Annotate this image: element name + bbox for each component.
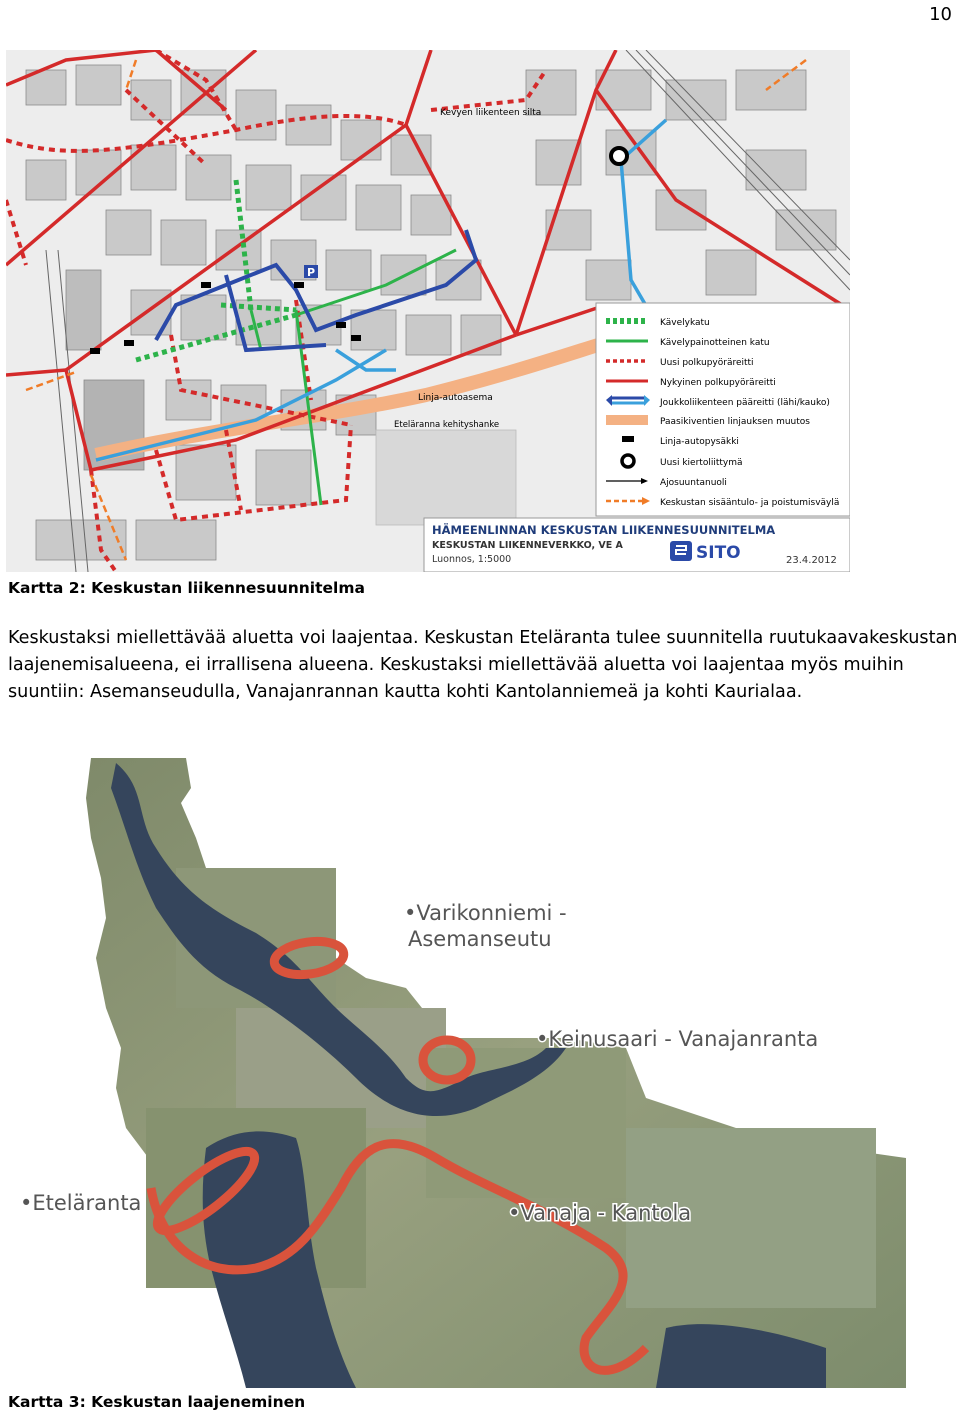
legend-label-pedestrian-priority: Kävelypainotteinen katu <box>660 338 770 348</box>
bus-station-label: Linja-autoasema <box>418 393 493 403</box>
legend-label-existing-cycle-route: Nykyinen polkupyöräreitti <box>660 378 776 388</box>
legend-label-public-transport: Joukkoliikenteen pääreitti (lähi/kauko) <box>660 398 830 408</box>
map2-caption: Kartta 2: Keskustan liikennesuunnitelma <box>8 579 365 597</box>
legend-label-pedestrian-street: Kävelykatu <box>660 318 710 328</box>
label-etelaranta: •Eteläranta <box>20 1191 142 1215</box>
label-varikonniemi: •Varikonniemi - <box>404 901 567 925</box>
map-scale: Luonnos, 1:5000 <box>432 554 512 565</box>
page-number: 10 <box>929 4 952 25</box>
legend-label-paasikiventie: Paasikiventien linjauksen muutos <box>660 417 810 427</box>
map-subtitle: KESKUSTAN LIIKENNEVERKKO, VE A <box>432 540 623 551</box>
label-keinusaari: •Keinusaari - Vanajanranta <box>536 1027 819 1051</box>
label-vanaja: •Vanaja - Kantola <box>508 1201 692 1225</box>
parking-label: P <box>307 266 316 279</box>
legend-label-bus-stop: Linja-autopysäkki <box>660 437 739 447</box>
company-name: SITO <box>696 543 741 563</box>
roundabout-icon <box>611 148 627 164</box>
map-date: 23.4.2012 <box>786 555 837 566</box>
legend-label-entry-exit: Keskustan sisääntulo- ja poistumisväylä <box>660 498 840 508</box>
legend-label-new-cycle-route: Uusi polkupyöräreitti <box>660 358 754 368</box>
map3-caption: Kartta 3: Keskustan laajeneminen <box>8 1393 306 1411</box>
map-title-block <box>424 518 850 572</box>
map-legend <box>596 303 850 516</box>
label-asemanseutu: Asemanseutu <box>408 927 552 951</box>
sito-logo-icon <box>670 541 692 561</box>
body-paragraph: Keskustaksi miellettävää aluetta voi laajentaa. Keskustan Eteläranta tulee suunnitella ruutukaavakeskustan laajenemisalueena, ei irrallisena alueena. Keskustaksi miellettävää aluetta voi laajentaa myös muihin suuntiin: Asemanseudulla, Vanajanrannan kautta kohti Kantolanniemeä ja kohti Kaurialaa. <box>8 628 958 702</box>
expansion-aerial-map <box>6 748 910 1392</box>
bridge-label: Kevyen liikenteen silta <box>440 108 542 118</box>
development-label: Eteläranna kehityshanke <box>394 420 500 430</box>
legend-label-direction-arrow: Ajosuuntanuoli <box>660 478 727 488</box>
traffic-plan-map <box>6 50 850 572</box>
legend-label-roundabout: Uusi kiertoliittymä <box>660 458 743 468</box>
map-title: HÄMEENLINNAN KESKUSTAN LIIKENNESUUNNITELMA <box>432 523 776 537</box>
